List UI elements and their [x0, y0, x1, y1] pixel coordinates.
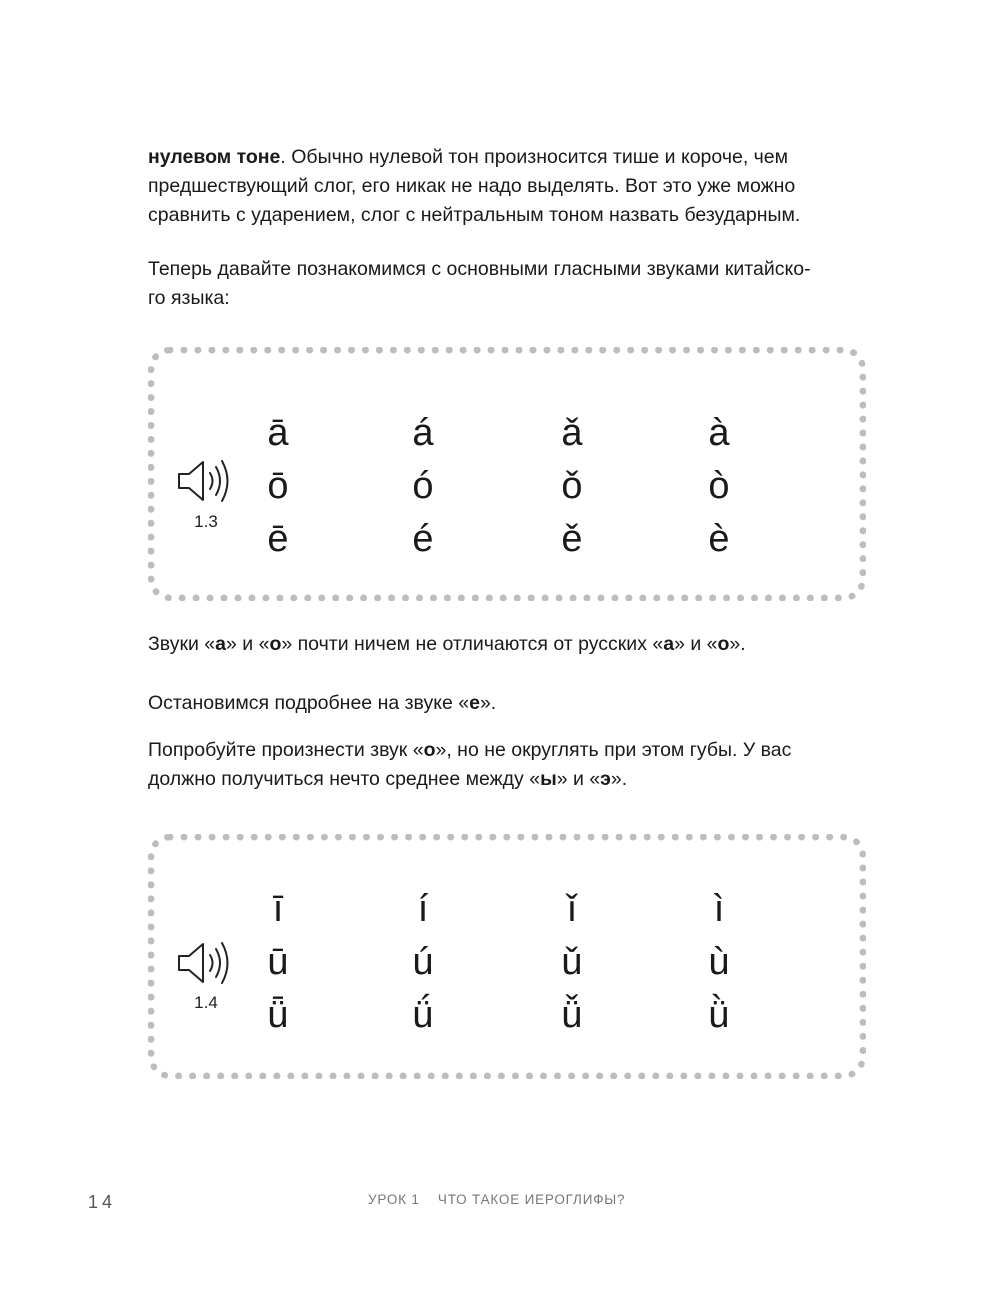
page-number: 14	[88, 1192, 117, 1212]
vowel-a4: à	[708, 412, 730, 454]
paragraph-pronounce: Попробуйте произнести звук «о», но не округлять при этом губы. У вас должно получиться нечто среднее между «ы» и «э».	[148, 739, 792, 790]
vowel-u1: ū	[267, 941, 289, 983]
vowel-i2: í	[417, 888, 429, 930]
vowel-u2: ú	[412, 941, 434, 983]
vowel-u4: ù	[708, 941, 730, 983]
paragraph-a-o: Звуки «а» и «о» почти ничем не отличаются от русских «а» и «о».	[148, 633, 746, 655]
running-head: УРОК 1 ЧТО ТАКОЕ ИЕРОГЛИФЫ?	[368, 1192, 626, 1207]
paragraph-vowels-intro: Теперь давайте познакомимся с основными гласными звуками китайско- го языка:	[148, 258, 811, 309]
speaker-icon[interactable]	[177, 458, 235, 504]
vowel-e4: è	[708, 518, 730, 560]
track-number: 1.4	[194, 993, 218, 1012]
vowel-a2: á	[412, 412, 434, 454]
bold-term: нулевом тоне	[148, 146, 281, 168]
vowel-e2: é	[412, 518, 434, 560]
vowel-v3: ǚ	[561, 994, 583, 1036]
vowel-o3: ǒ	[561, 465, 583, 507]
vowel-o1: ō	[267, 465, 289, 507]
vowel-e3: ě	[561, 518, 583, 560]
paragraph-neutral-tone: нулевом тоне. Обычно нулевой тон произносится тише и короче, чем предшествующий слог, его никак не надо выделять. Вот это уже можно сравнить с ударением, слог с нейтральным тоном назвать безударным.	[148, 146, 801, 226]
speaker-icon[interactable]	[177, 940, 235, 986]
vowel-o2: ó	[412, 465, 434, 507]
vowel-v1: ǖ	[267, 994, 289, 1036]
vowel-o4: ò	[708, 465, 730, 507]
vowel-i4: ì	[713, 888, 725, 930]
vowel-v4: ǜ	[708, 994, 730, 1036]
vowel-box-2	[148, 834, 866, 1079]
vowel-a1: ā	[267, 412, 289, 454]
vowel-v2: ǘ	[412, 994, 434, 1036]
vowel-u3: ǔ	[561, 941, 583, 983]
paragraph-e-sound: Остановимся подробнее на звуке «е».	[148, 692, 497, 714]
track-number: 1.3	[194, 512, 218, 531]
vowel-box-1	[148, 347, 866, 601]
vowel-i3: ǐ	[567, 888, 577, 930]
vowel-e1: ē	[267, 518, 289, 560]
vowel-i1: ī	[272, 888, 284, 930]
vowel-a3: ǎ	[561, 412, 583, 454]
